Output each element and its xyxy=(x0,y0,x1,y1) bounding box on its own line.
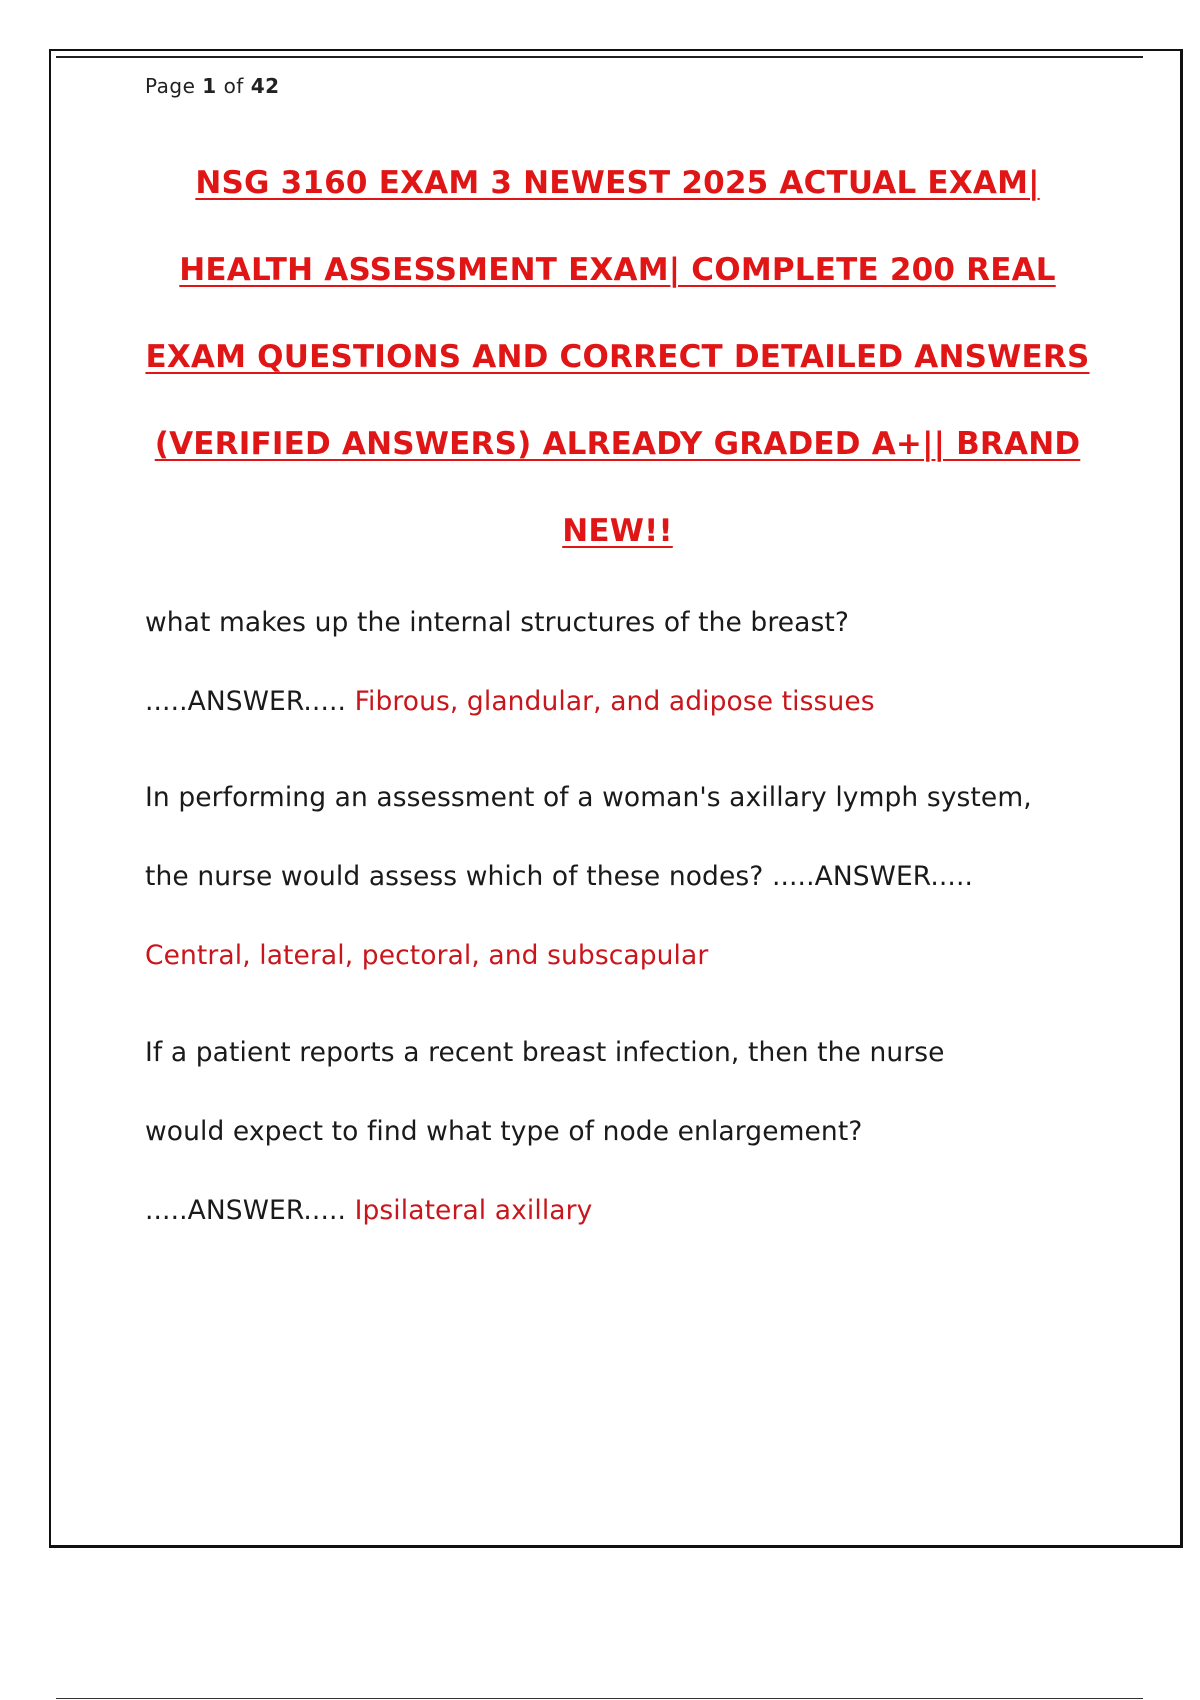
qa-item-3 xyxy=(145,1013,1100,1250)
page-total: 42 xyxy=(250,74,280,98)
page-label: Page xyxy=(145,74,196,98)
answer-line xyxy=(145,1171,1100,1250)
page-of: of xyxy=(223,74,244,98)
qa-item-1 xyxy=(145,583,1100,741)
title-line-2: HEALTH ASSESSMENT EXAM| COMPLETE 200 REAL xyxy=(179,252,1056,288)
document-title xyxy=(140,140,1095,575)
answer-text: Fibrous, glandular, and adipose tissues xyxy=(354,686,875,717)
question-text: If a patient reports a recent breast infection, then the nurse xyxy=(145,1037,945,1068)
answer-prefix: .....ANSWER..... xyxy=(145,686,347,717)
title-line-3: EXAM QUESTIONS AND CORRECT DETAILED ANSWERS xyxy=(145,339,1090,375)
next-page-rule xyxy=(56,1698,1143,1699)
page-indicator xyxy=(145,74,280,98)
answer-prefix: .....ANSWER..... xyxy=(771,861,973,892)
answer-line xyxy=(145,662,1100,741)
question-text-continued: would expect to find what type of node enlargement? xyxy=(145,1116,863,1147)
question-text-continued xyxy=(145,837,1100,916)
qa-item-2 xyxy=(145,758,1100,995)
answer-text: Ipsilateral axillary xyxy=(354,1195,593,1226)
header-rule xyxy=(56,56,1143,58)
title-line-4: (VERIFIED ANSWERS) ALREADY GRADED A+|| BRAND xyxy=(154,426,1081,462)
answer-prefix: .....ANSWER..... xyxy=(145,1195,347,1226)
page-current: 1 xyxy=(202,74,217,98)
title-line-5: NEW!! xyxy=(562,513,673,549)
question-text: what makes up the internal structures of the breast? xyxy=(145,607,850,638)
answer-text: Central, lateral, pectoral, and subscapular xyxy=(145,940,709,971)
title-line-1: NSG 3160 EXAM 3 NEWEST 2025 ACTUAL EXAM| xyxy=(195,165,1040,201)
question-text: In performing an assessment of a woman's axillary lymph system, xyxy=(145,782,1032,813)
question-text: the nurse would assess which of these nodes? xyxy=(145,861,764,892)
